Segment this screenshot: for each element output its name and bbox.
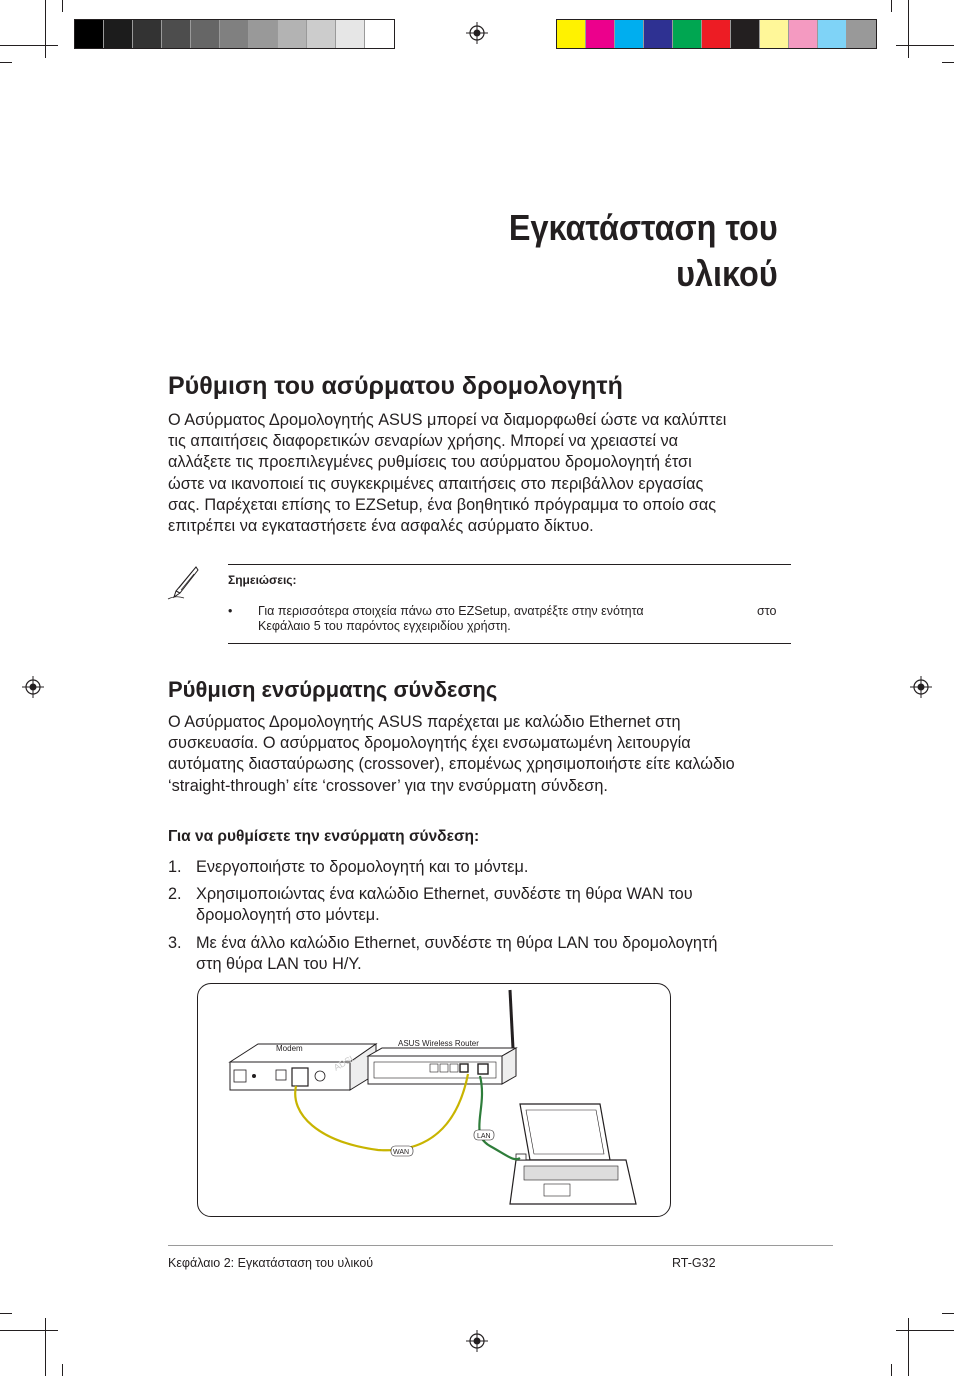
footer-model-label: RT-G32 <box>672 1256 716 1270</box>
paragraph-line: επιτρέπει να εγκαταστήσετε ένα ασφαλές ασύρματο δίκτυο. <box>168 517 594 536</box>
note-top-rule <box>228 564 791 565</box>
step-number: 2. <box>168 885 182 903</box>
note-line: Κεφάλαιο 5 του παρόντος εγχειριδίου χρήστη. <box>258 619 511 633</box>
registration-mark-icon <box>466 22 488 44</box>
color-swatch <box>818 20 847 48</box>
crop-mark <box>45 1318 46 1376</box>
chapter-title <box>509 205 778 297</box>
modem-label: Modem <box>276 1044 303 1053</box>
grayscale-color-bar <box>74 19 395 49</box>
color-swatch <box>75 20 104 48</box>
color-swatch <box>702 20 731 48</box>
footer-rule <box>168 1245 833 1246</box>
paragraph-line: Ο Ασύρματος Δρομολογητής ASUS μπορεί να διαμορφωθεί ώστε να καλύπτει <box>168 411 727 429</box>
note-bullet: • <box>228 604 233 618</box>
note-bottom-rule <box>228 643 791 644</box>
crop-mark <box>942 62 954 63</box>
connection-diagram <box>197 983 671 1217</box>
note-item <box>240 604 644 634</box>
note-reference-text: στο <box>757 604 777 618</box>
color-swatch <box>615 20 644 48</box>
subsection-heading: Ρύθμιση ενσύρματης σύνδεσης <box>168 677 498 702</box>
wan-cable-label: WAN <box>393 1149 410 1156</box>
step-line: Με ένα άλλο καλώδιο Ethernet, συνδέστε τη θύρα LAN του δρομολογητή <box>196 934 718 952</box>
color-swatch <box>760 20 789 48</box>
registration-mark-icon <box>466 1330 488 1352</box>
step-number: 3. <box>168 934 182 952</box>
color-swatch <box>789 20 818 48</box>
paragraph-line: ώστε να ικανοποιεί τις συγκεκριμένες απαιτήσεις στο περιβάλλον εργασίας <box>168 474 704 493</box>
crop-mark <box>62 1364 63 1376</box>
step-text <box>196 884 693 926</box>
section-paragraph <box>168 410 794 537</box>
color-swatch <box>278 20 307 48</box>
lan-cable <box>479 1076 520 1159</box>
paragraph-line: αυτόματης διασταύρωσης (crossover), επομένως χρησιμοποιήστε είτε καλώδιο <box>168 755 735 774</box>
modem-brand-label: ADSL <box>331 1052 358 1073</box>
step-line: στη θύρα LAN του Η/Υ. <box>196 955 362 974</box>
note-line: Για περισσότερα στοιχεία πάνω στο EZSetup, ανατρέξτε στην ενότητα <box>258 604 644 618</box>
step-text <box>196 933 717 975</box>
step-text <box>196 857 528 878</box>
footer-chapter-label: Κεφάλαιο 2: Εγκατάσταση του υλικού <box>168 1256 374 1270</box>
color-swatch <box>586 20 615 48</box>
crop-mark <box>45 0 46 58</box>
step-line: Χρησιμοποιώντας ένα καλώδιο Ethernet, συνδέστε τη θύρα WAN του <box>196 885 693 903</box>
crop-mark <box>942 1313 954 1314</box>
paragraph-line: σας. Παρέχεται επίσης το EZSetup, ένα βοηθητικό πρόγραμμα το οποίο σας <box>168 495 717 514</box>
step-line: Ενεργοποιήστε το δρομολογητή και το μόντεμ. <box>196 858 529 876</box>
laptop-illustration <box>510 1104 636 1204</box>
subsection-paragraph <box>168 712 794 797</box>
crop-mark <box>908 1318 909 1376</box>
chapter-title-line: Εγκατάσταση του <box>509 207 778 248</box>
step-line: δρομολογητή στο μόντεμ. <box>196 906 380 925</box>
crop-mark <box>891 0 892 12</box>
router-illustration <box>368 990 516 1084</box>
crop-mark <box>0 1330 58 1331</box>
crop-mark <box>896 45 954 46</box>
color-swatch <box>557 20 586 48</box>
note-title: Σημειώσεις: <box>228 573 297 587</box>
color-swatch <box>249 20 278 48</box>
step-number: 1. <box>168 858 182 876</box>
process-color-bar <box>556 19 877 49</box>
chapter-title-line: υλικού <box>676 253 778 294</box>
paragraph-line: Ο Ασύρματος Δρομολογητής ASUS παρέχεται με καλώδιο Ethernet στη <box>168 713 681 731</box>
registration-mark-icon <box>910 676 932 698</box>
color-swatch <box>644 20 673 48</box>
color-swatch <box>307 20 336 48</box>
crop-mark <box>0 45 58 46</box>
crop-mark <box>908 0 909 58</box>
crop-mark <box>62 0 63 12</box>
crop-mark <box>891 1364 892 1376</box>
color-swatch <box>191 20 220 48</box>
section-heading: Ρύθμιση του ασύρματου δρομολογητή <box>168 372 623 400</box>
crop-mark <box>896 1330 954 1331</box>
crop-mark <box>0 1313 12 1314</box>
paragraph-line: τις απαιτήσεις διαφορετικών σεναρίων χρήσης. Μπορεί να χρειαστεί να <box>168 432 679 451</box>
paragraph-line: συσκευασία. Ο ασύρματος δρομολογητής έχει ενσωματωμένη λειτουργία <box>168 734 691 753</box>
modem-illustration <box>230 1044 376 1090</box>
registration-mark-icon <box>22 676 44 698</box>
color-swatch <box>365 20 394 48</box>
color-swatch <box>847 20 876 48</box>
color-swatch <box>104 20 133 48</box>
color-swatch <box>731 20 760 48</box>
color-swatch <box>673 20 702 48</box>
note-pen-icon <box>166 565 200 601</box>
paragraph-line: ‘straight-through’ είτε ‘crossover’ για την ενσύρματη σύνδεση. <box>168 776 608 795</box>
crop-mark <box>0 62 12 63</box>
color-swatch <box>133 20 162 48</box>
procedure-title: Για να ρυθμίσετε την ενσύρματη σύνδεση: <box>168 828 480 845</box>
router-label: ASUS Wireless Router <box>398 1039 479 1048</box>
paragraph-line: αλλάξετε τις προεπιλεγμένες ρυθμίσεις του ασύρματου δρομολογητή έτσι <box>168 453 692 472</box>
lan-cable-label: LAN <box>477 1133 491 1140</box>
connection-diagram-drawing <box>198 984 670 1216</box>
color-swatch <box>220 20 249 48</box>
color-swatch <box>336 20 365 48</box>
color-swatch <box>162 20 191 48</box>
